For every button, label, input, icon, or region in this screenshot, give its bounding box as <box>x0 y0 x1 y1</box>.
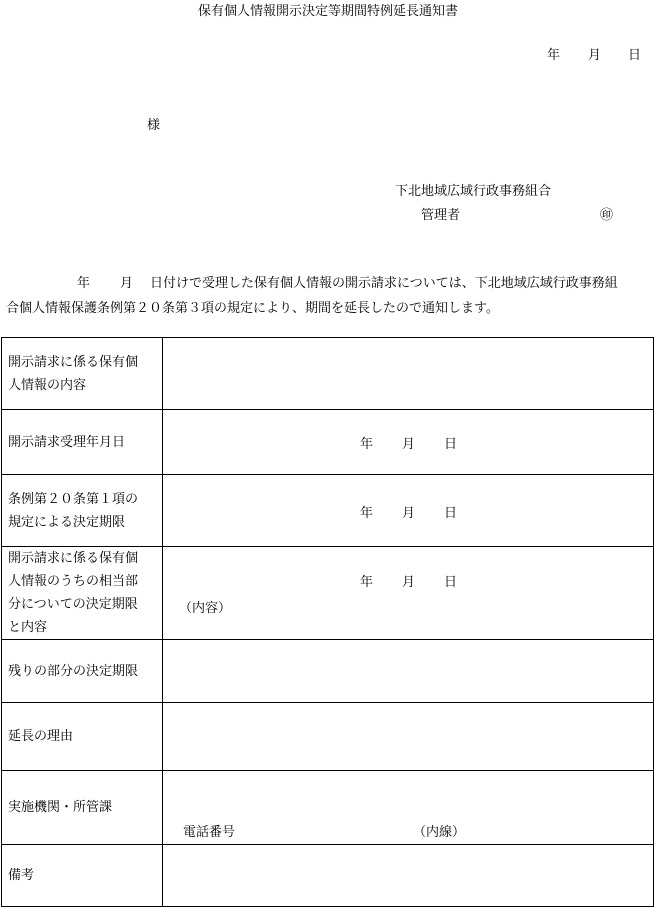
row-label-remaining-deadline <box>2 640 163 703</box>
row-value-reason <box>163 703 654 771</box>
body-line1-text: 日付けで受理した保有個人情報の開示請求については、下北地域広域行政事務組 <box>150 276 618 291</box>
label-line: 開示請求に係る保有個 <box>8 354 139 370</box>
header-date-month: 月 <box>588 48 602 63</box>
row-value-content <box>163 338 654 410</box>
row-label-reason <box>2 703 163 771</box>
table-row <box>2 640 654 703</box>
date-month: 月 <box>402 437 416 452</box>
row-value-remaining-deadline <box>163 640 654 703</box>
row-value-partial-deadline <box>163 547 654 640</box>
notice-body-line-2: 合個人情報保護条例第２０条第３項の規定により、期間を延長したので通知します。 <box>6 301 499 316</box>
label-line: 分についての決定期限 <box>8 597 138 612</box>
table-row <box>2 475 654 547</box>
label-line: 備考 <box>8 868 35 883</box>
content-label: （内容） <box>179 601 232 616</box>
header-date-day: 日 <box>628 48 642 63</box>
row-value-deadline <box>163 475 654 547</box>
row-label-content <box>2 338 163 410</box>
date-month: 月 <box>402 505 416 521</box>
extension-label: （内線） <box>413 825 466 840</box>
row-label-deadline <box>2 475 163 547</box>
date-year: 年 <box>360 505 374 521</box>
date-year: 年 <box>360 437 374 452</box>
date-day: 日 <box>444 575 458 590</box>
notice-body <box>6 271 656 321</box>
table-row <box>2 410 654 475</box>
label-line: 条例第２０条第１項の <box>8 491 139 507</box>
notice-table <box>1 337 654 907</box>
sender-organization: 下北地域広域行政事務組合 <box>395 184 552 199</box>
row-label-department <box>2 771 163 845</box>
body-year: 年 <box>77 276 91 291</box>
table-row <box>2 771 654 845</box>
date-day: 日 <box>444 505 458 521</box>
recipient-honorific: 様 <box>147 118 161 133</box>
label-line: 実施機関・所管課 <box>8 800 113 815</box>
label-line: 残りの部分の決定期限 <box>8 663 139 679</box>
label-line: 規定による決定期限 <box>8 514 126 530</box>
date-year: 年 <box>360 575 374 590</box>
row-value-received-date <box>163 410 654 475</box>
row-value-department <box>163 771 654 845</box>
label-line: 開示請求受理年月日 <box>8 434 126 450</box>
row-value-remarks <box>163 845 654 907</box>
label-line: 開示請求に係る保有個 <box>8 551 139 566</box>
table-row <box>2 547 654 640</box>
body-month: 月 <box>120 276 134 291</box>
notice-body-line-1 <box>6 271 656 296</box>
label-line: 延長の理由 <box>8 729 74 744</box>
label-line: と内容 <box>8 620 48 635</box>
row-label-partial-deadline <box>2 547 163 640</box>
table-row <box>2 845 654 907</box>
phone-label: 電話番号 <box>183 825 236 840</box>
sender-role: 管理者 <box>421 208 461 223</box>
row-label-remarks <box>2 845 163 907</box>
label-line: 人情報のうちの相当部 <box>8 574 139 589</box>
seal-mark: ㊞ <box>600 208 614 223</box>
table-row <box>2 338 654 410</box>
header-date-year: 年 <box>547 48 561 63</box>
label-line: 人情報の内容 <box>8 377 87 393</box>
date-month: 月 <box>402 575 416 590</box>
table-row <box>2 703 654 771</box>
row-label-received-date <box>2 410 163 475</box>
date-day: 日 <box>444 437 458 452</box>
document-title: 保有個人情報開示決定等期間特例延長通知書 <box>197 4 458 19</box>
